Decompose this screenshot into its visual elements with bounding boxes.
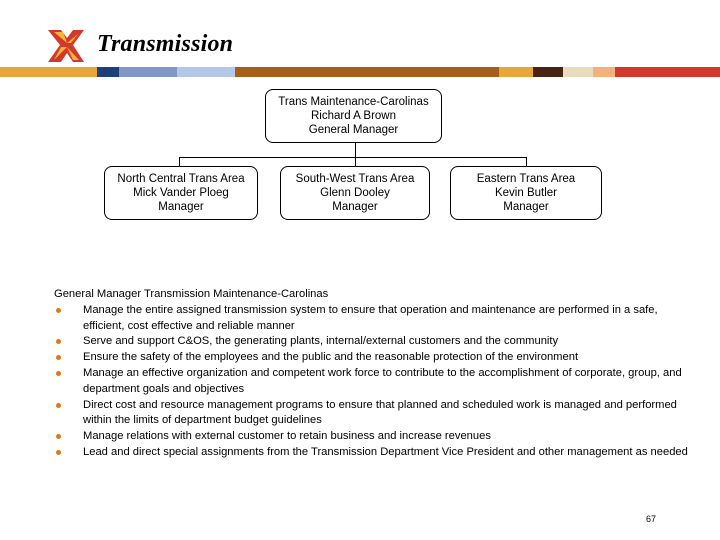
org-child-title: South-West Trans Area — [295, 173, 415, 185]
color-bar-segment — [119, 67, 177, 77]
org-child-role: Manager — [332, 201, 378, 213]
list-item-text: Manage the entire assigned transmission system to ensure that operation and maintenance are performed in a safe, efficient, cost effective and reliable manner — [83, 303, 658, 332]
company-logo-icon — [46, 28, 86, 64]
color-bar-segment — [593, 67, 615, 77]
bullet-icon — [56, 339, 61, 344]
color-bar-segment — [177, 67, 235, 77]
bullet-icon — [56, 308, 61, 313]
org-root-name: Richard A Brown — [310, 110, 396, 122]
connector-left-down — [179, 157, 180, 166]
connector-horizontal — [179, 157, 527, 158]
page-number: 67 — [646, 514, 657, 524]
list-item — [54, 398, 694, 430]
role-description — [54, 287, 694, 461]
color-bar-segment — [563, 67, 593, 77]
bullet-icon — [56, 434, 61, 439]
org-root-title: Trans Maintenance-Carolinas — [278, 96, 429, 108]
responsibility-list — [54, 303, 694, 461]
list-item — [54, 429, 694, 445]
bullet-icon — [56, 450, 61, 455]
org-child-box-eastern — [450, 166, 602, 220]
list-item-text: Manage an effective organization and competent work force to contribute to the accomplishment of corporate, group, and department goals and objectives — [83, 366, 682, 395]
org-child-name: Glenn Dooley — [320, 187, 390, 199]
connector-root-down — [355, 143, 356, 157]
bullet-icon — [56, 403, 61, 408]
list-item-text: Direct cost and resource management programs to ensure that planned and scheduled work is managed and performed within the limits of department budget guidelines — [83, 398, 677, 427]
org-child-name: Mick Vander Ploeg — [133, 187, 229, 199]
connector-right-down — [526, 157, 527, 166]
org-child-role: Manager — [503, 201, 549, 213]
header-color-bar — [0, 67, 720, 77]
org-child-name: Kevin Butler — [494, 187, 557, 199]
color-bar-segment — [97, 67, 119, 77]
color-bar-segment — [0, 67, 97, 77]
list-item — [54, 366, 694, 398]
list-item-text: Manage relations with external customer to retain business and increase revenues — [83, 430, 491, 443]
list-item-text: Ensure the safety of the employees and the public and the reasonable protection of the environment — [83, 351, 579, 364]
org-root-box — [265, 89, 442, 143]
color-bar-segment — [533, 67, 563, 77]
list-item-text: Serve and support C&OS, the generating plants, internal/external customers and the community — [83, 335, 559, 348]
color-bar-segment — [615, 67, 720, 77]
list-item — [54, 303, 694, 335]
bullet-icon — [56, 355, 61, 360]
color-bar-segment — [499, 67, 533, 77]
bullet-icon — [56, 371, 61, 376]
org-child-box-south-west — [280, 166, 430, 220]
list-item — [54, 350, 694, 366]
org-child-box-north-central — [104, 166, 258, 220]
org-root-role: General Manager — [308, 124, 399, 136]
org-child-role: Manager — [158, 201, 204, 213]
list-item-text: Lead and direct special assignments from the Transmission Department Vice President and other management as needed — [83, 445, 688, 458]
org-child-title: Eastern Trans Area — [476, 173, 576, 185]
list-item — [54, 445, 694, 461]
org-child-title: North Central Trans Area — [117, 173, 245, 185]
description-heading: General Manager Transmission Maintenance-Carolinas — [54, 288, 329, 300]
page-title: Transmission — [97, 31, 234, 57]
color-bar-segment — [235, 67, 499, 77]
connector-middle-down — [355, 157, 356, 166]
list-item — [54, 334, 694, 350]
